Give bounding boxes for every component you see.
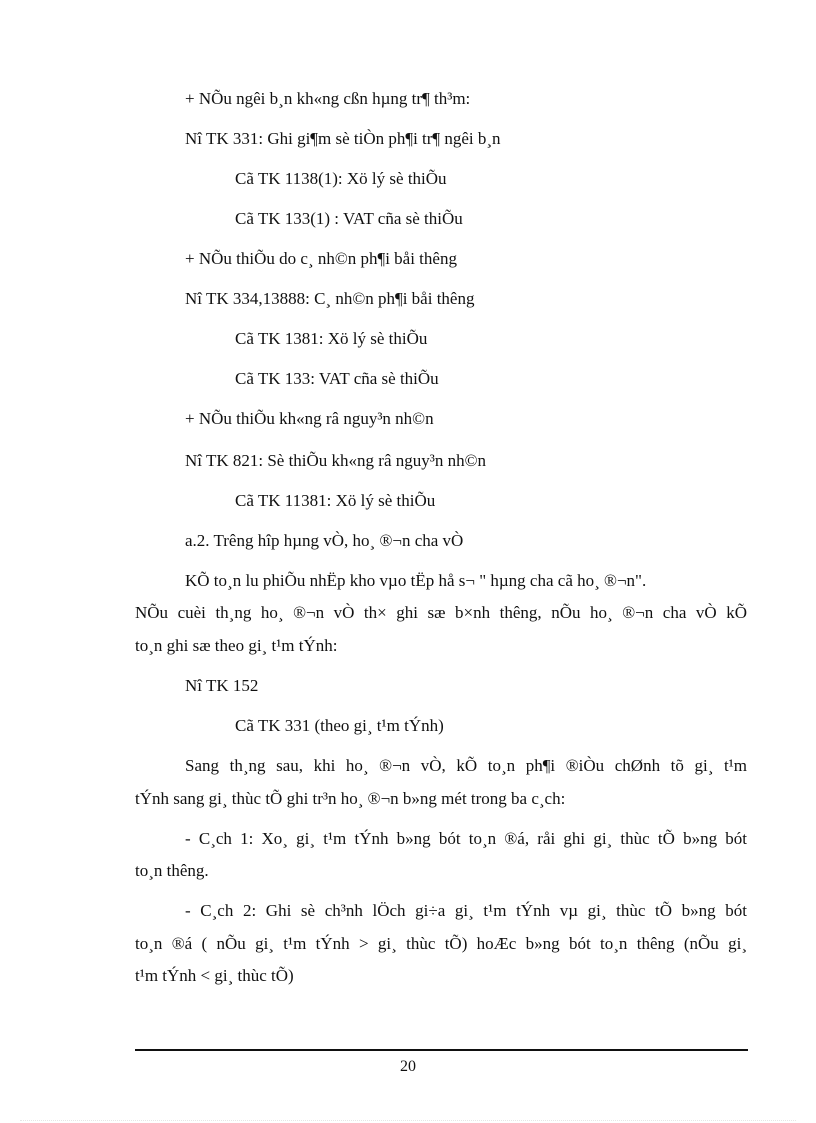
text-line: Nî TK 334,13888: C¸ nh©n ph¶i båi thêng <box>185 289 475 308</box>
text-line: + NÕu thiÕu do c¸ nh©n ph¶i båi thêng <box>185 249 457 268</box>
text-line: Cã TK 133: VAT cña sè thiÕu <box>235 369 439 388</box>
text-line: Cã TK 1138(1): Xö lý sè thiÕu <box>235 169 447 188</box>
page-number: 20 <box>400 1058 416 1075</box>
section-heading: a.2. Trêng hîp hµng vÒ, ho¸ ®¬n cha vÒ <box>185 531 464 550</box>
text-line: to¸n ®á ( nÕu gi¸ t¹m tÝnh > gi¸ thùc tÕ) hoÆc b»ng bót to¸n thêng (nÕu gi¸ <box>135 934 747 953</box>
text-line: - C¸ch 1: Xo¸ gi¸ t¹m tÝnh b»ng bót to¸n ®á, råi ghi gi¸ thùc tÕ b»ng bót <box>185 829 747 848</box>
text-line: Cã TK 11381: Xö lý sè thiÕu <box>235 491 436 510</box>
text-line: Cã TK 1381: Xö lý sè thiÕu <box>235 329 428 348</box>
text-line: KÕ to¸n lu phiÕu nhËp kho vµo tËp hå s¬ " hµng cha cã ho¸ ®¬n". <box>185 571 647 590</box>
footer-rule <box>135 1049 748 1051</box>
text-line: Cã TK 133(1) : VAT cña sè thiÕu <box>235 209 463 228</box>
text-line: t¹m tÝnh < gi¸ thùc tÕ) <box>135 966 294 985</box>
text-line: Nî TK 331: Ghi gi¶m sè tiÒn ph¶i tr¶ ngêi b¸n <box>185 129 501 148</box>
text-line: - C¸ch 2: Ghi sè ch³nh lÖch gi÷a gi¸ t¹m tÝnh vµ gi¸ thùc tÕ b»ng bót <box>185 901 747 920</box>
text-line: Nî TK 821: Sè thiÕu kh«ng râ nguy³n nh©n <box>185 451 487 470</box>
text-line: tÝnh sang gi¸ thùc tÕ ghi tr³n ho¸ ®¬n b»ng mét trong ba c¸ch: <box>135 789 566 808</box>
text-line: NÕu cuèi th¸ng ho¸ ®¬n vÒ th× ghi sæ b×nh thêng, nÕu ho¸ ®¬n cha vÒ kÕ <box>135 603 747 622</box>
text-line: Nî TK 152 <box>185 676 259 695</box>
text-line: Sang th¸ng sau, khi ho¸ ®¬n vÒ, kÕ to¸n ph¶i ®iÒu chØnh tõ gi¸ t¹m <box>185 756 747 775</box>
text-line: to¸n thêng. <box>135 861 209 880</box>
text-line: Cã TK 331 (theo gi¸ t¹m tÝnh) <box>235 716 444 735</box>
text-line: to¸n ghi sæ theo gi¸ t¹m tÝnh: <box>135 636 338 655</box>
text-line: + NÕu thiÕu kh«ng râ nguy³n nh©n <box>185 409 434 428</box>
page-edge-divider <box>20 1120 796 1121</box>
text-line: + NÕu ngêi b¸n kh«ng cßn hµng tr¶ th³m: <box>185 89 471 108</box>
